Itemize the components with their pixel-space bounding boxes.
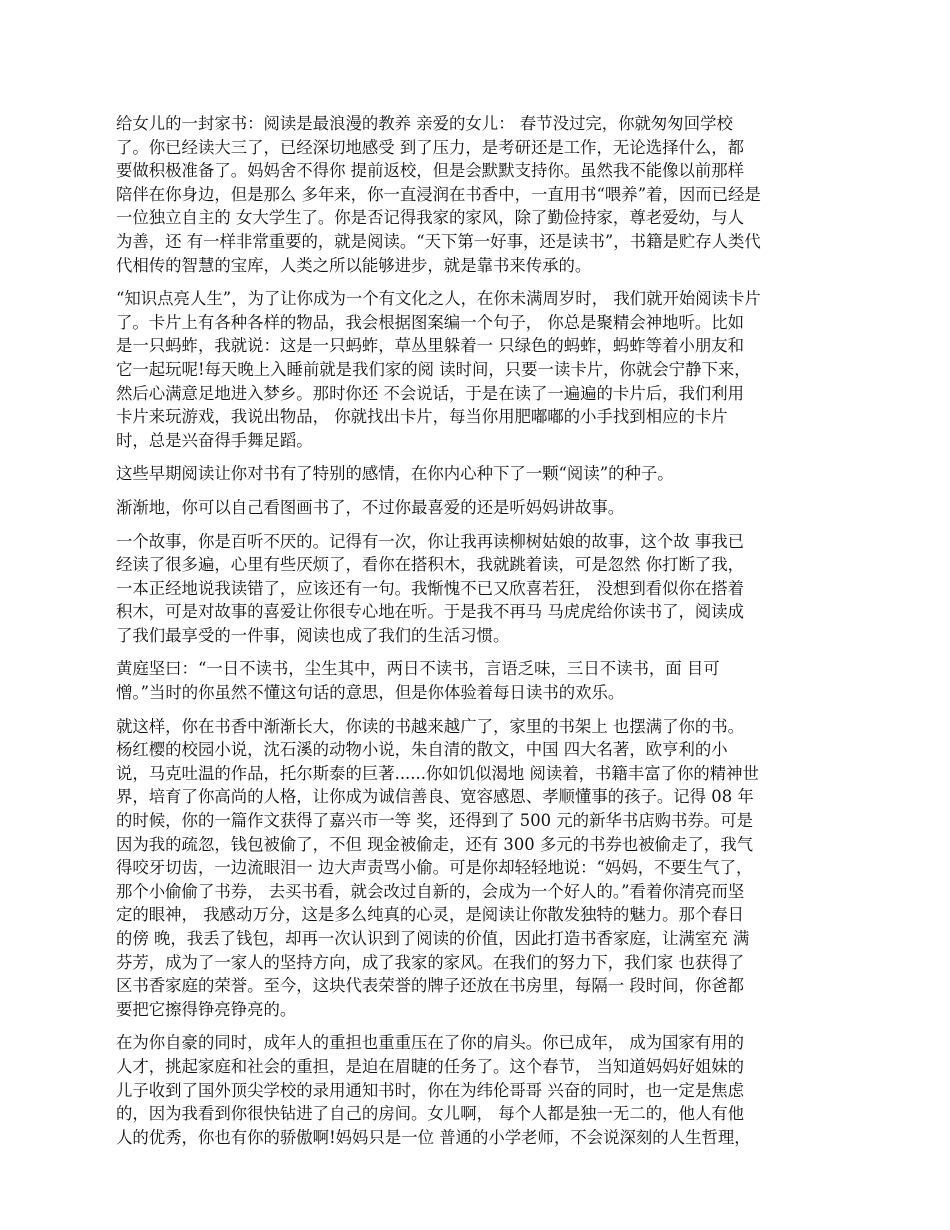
text-line: 憎。”当时的你虽然不懂这句话的意思，但是你体验着每日读书的欢乐。 (116, 683, 625, 703)
text-line: 时，总是兴奋得手舞足蹈。 (116, 430, 313, 450)
text-line: 那个小偷偷了书券， 去买书看，就会改过自新的，会成为一个好人的。”看着你清亮而坚 (116, 881, 745, 901)
text-line: 陪伴在你身边，但是那么 多年来，你一直浸润在书香中，一直用书“喂养”着，因而已经是 (116, 184, 761, 204)
paragraph-1 (116, 112, 844, 277)
text-line: 在为你自豪的同时，成年人的重担也重重压在了你的肩头。你已成年， 成为国家有用的 (116, 1033, 745, 1053)
text-line: 定的眼神， 我感动万分，这是多么纯真的心灵，是阅读让你散发独特的魅力。那个春日 (116, 905, 745, 925)
text-line: 渐渐地，你可以自己看图画书了，不过你最喜爱的还是听妈妈讲故事。 (116, 497, 625, 517)
text-line: 芬芳，成为了一家人的坚持方向，成了我家的家风。在我们的努力下，我们家 也获得了 (116, 952, 745, 972)
text-line: 因为我的疏忽，钱包被偷了，不但 现金被偷走，还有 300 多元的书券也被偷走了，我气 (116, 834, 753, 854)
text-line: 代相传的智慧的宝库，人类之所以能够进步，就是靠书来传承的。 (116, 255, 592, 275)
paragraph-5 (116, 530, 844, 648)
text-line: 儿子收到了国外顶尖学校的录用通知书时，你在为纬伦哥哥 兴奋的同时，也一定是焦虑 (116, 1080, 745, 1100)
text-line: 要做积极准备了。妈妈舍不得你 提前返校，但是会默默支持你。虽然我不能像以前那样 (116, 161, 745, 181)
text-line: 杨红樱的校园小说，沈石溪的动物小说，朱自清的散文，中国 四大名著，欧亨利的小 (116, 740, 728, 760)
text-line: 一位独立自主的 女大学生了。你是否记得我家的家风，除了勤俭持家，尊老爱幼，与人 (116, 208, 745, 228)
text-line: 说，马克吐温的作品，托尔斯泰的巨著......你如饥似渴地 阅读着，书籍丰富了你的精神世 (116, 763, 759, 783)
text-line: 的，因为我看到你很快钻进了自己的房间。女儿啊， 每个人都是独一无二的，他人有他 (116, 1104, 745, 1124)
text-line: 一个故事，你是百听不厌的。记得有一次，你让我再读柳树姑娘的故事，这个故 事我已 (116, 531, 745, 551)
text-line: 给女儿的一封家书：阅读是最浪漫的教养 亲爱的女儿： 春节没过完，你就匆匆回学校 (116, 114, 733, 133)
text-line: 界，培育了你高尚的人格，让你成为诚信善良、宽容感恩、孝顺懂事的孩子。记得 08 年 (116, 787, 754, 807)
text-line: 人的优秀，你也有你的骄傲啊!妈妈只是一位 普通的小学老师，不会说深刻的人生哲理， (116, 1127, 751, 1147)
text-line: 积木，可是对故事的喜爱让你很专心地在听。于是我不再马 马虎虎给你读书了，阅读成 (116, 602, 745, 622)
paragraph-3 (116, 462, 844, 486)
text-line: 黄庭坚曰：“一日不读书，尘生其中，两日不读书，言语乏味，三日不读书，面 目可 (116, 659, 720, 679)
text-line: 区书香家庭的荣誉。至今，这块代表荣誉的牌子还放在书房里，每隔一 段时间，你爸都 (116, 976, 745, 996)
text-line: 得咬牙切齿，一边流眼泪一 边大声责骂小偷。可是你却轻轻地说：“妈妈，不要生气了， (116, 858, 753, 878)
paragraph-7 (116, 715, 844, 1022)
paragraph-6 (116, 657, 844, 704)
text-line: 卡片来玩游戏，我说出物品， 你就找出卡片，每当你用肥嘟嘟的小手找到相应的卡片 (116, 407, 728, 427)
text-line: 的傍 晚，我丢了钱包，却再一次认识到了阅读的价值，因此打造书香家庭，让满室充 满 (116, 929, 750, 948)
text-line: 的时候，你的一篇作文获得了嘉兴市一等 奖，还得到了 500 元的新华书店购书券。可是 (116, 811, 753, 831)
paragraph-4 (116, 496, 844, 520)
text-line: 人才，挑起家庭和社会的重担，是迫在眉睫的任务了。这个春节， 当知道妈妈好姐妹的 (116, 1056, 745, 1076)
text-line: 这些早期阅读让你对书有了特别的感情，在你内心种下了一颗“阅读”的种子。 (116, 464, 674, 484)
text-line: 就这样，你在书香中渐渐长大，你读的书越来越广了，家里的书架上 也摆满了你的书。 (116, 716, 745, 736)
text-line: 为善，还 有一样非常重要的，就是阅读。“天下第一好事，还是读书”，书籍是贮存人类代 (116, 231, 761, 251)
text-line: 了我们最享受的一件事，阅读也成了我们的生活习惯。 (116, 625, 510, 645)
paragraph-8 (116, 1031, 844, 1149)
letter-body (116, 112, 844, 1159)
text-line: 要把它擦得铮亮铮亮的。 (116, 999, 297, 1019)
text-line: “知识点亮人生”，为了让你成为一个有文化之人，在你未满周岁时， 我们就开始阅读卡片 (116, 289, 761, 309)
text-line: 了。你已经读大三了，已经深切地感受 到了压力，是考研还是工作，无论选择什么，都 (116, 137, 745, 157)
text-line: 了。卡片上有各种各样的物品，我会根据图案编一个句子， 你总是聚精会神地听。比如 (116, 312, 745, 332)
text-line: 是一只蚂蚱，我就说：这是一只蚂蚱，草丛里躲着一 只绿色的蚂蚱，蚂蚱等着小朋友和 (116, 336, 745, 356)
text-line: 然后心满意足地进入梦乡。那时你还 不会说话，于是在读了一遍遍的卡片后，我们利用 (116, 383, 745, 403)
paragraph-2 (116, 287, 844, 452)
text-line: 一本正经地说我读错了，应该还有一句。我惭愧不已又欣喜若狂， 没想到看似你在搭着 (116, 578, 745, 598)
text-line: 它一起玩呢!每天晚上入睡前就是我们家的阅 读时间，只要一读卡片，你就会宁静下来， (116, 359, 751, 379)
text-line: 经读了很多遍，心里有些厌烦了，看你在搭积木，我就跳着读，可是忽然 你打断了我， (116, 555, 745, 575)
